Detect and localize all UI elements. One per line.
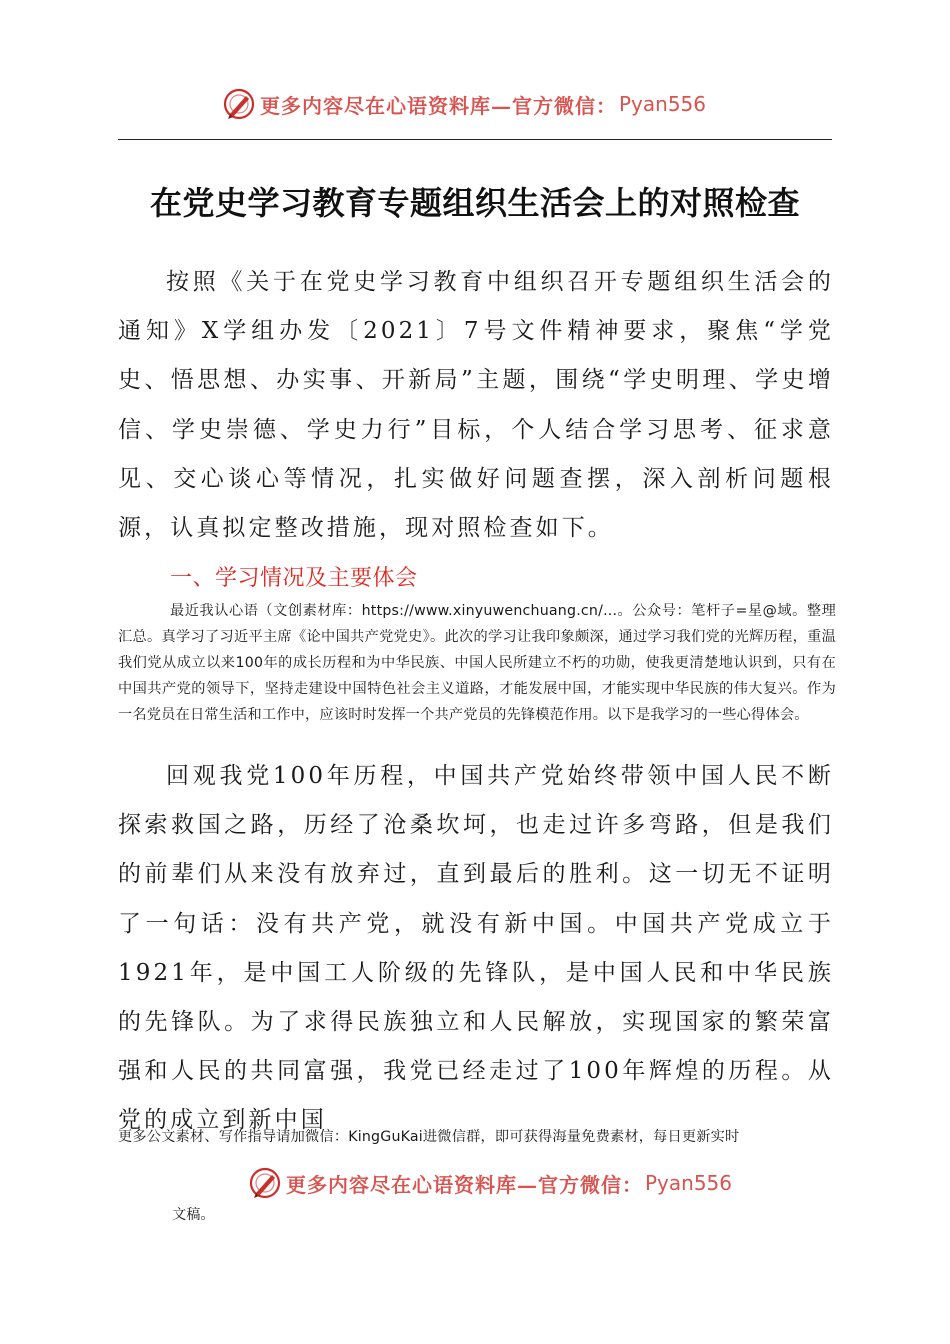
- footer-note: 更多公文素材、写作指导请加微信：KingGuKai进微信群，即可获得海量免费素材，每日更新实时: [118, 1129, 740, 1145]
- header-banner-wechat-id: Pyan556: [619, 92, 707, 116]
- footer-watermark-banner: [248, 1163, 768, 1203]
- footer-banner-wechat-id: Pyan556: [645, 1171, 733, 1195]
- body-paragraph: 回观我党100年历程，中国共产党始终带领中国人民不断探索救国之路，历经了沧桑坎坷，也走过许多弯路，但是我们的前辈们从来没有放弃过，直到最后的胜利。这一切无不证明了一句话：没有共产党，就没有新中国。中国共产党成立于1921年，是中国工人阶级的先锋队，是中国人民和中华民族的先锋队。为了求得民族独立和人民解放，实现国家的繁荣富强和人民的共同富强，我党已经走过了100年辉煌的历程。从党的成立到新中国: [118, 763, 834, 1134]
- pen-logo-icon: [248, 1166, 282, 1200]
- header-divider: [118, 139, 832, 140]
- header-banner-text: 更多内容尽在心语资料库—官方微信：: [260, 93, 617, 118]
- section-heading: 一、学习情况及主要体会: [170, 566, 418, 591]
- section-small-paragraph: 最近我认心语（文创素材库：https://www.xinyuwenchuang.cn/...。公众号：笔杆子=星@域。整理汇总。真学习了习近平主席《论中国共产党党史》。此次的学习让我印象颇深，通过学习我们党的光辉历程，重温我们党从成立以来100年的成长历程和为中华民族、中国人民所建立不朽的功勋，使我更清楚地认识到，只有在中国共产党的领导下，坚持走建设中国特色社会主义道路，才能发展中国，才能实现中华民族的伟大复兴。作为一名党员在日常生活和工作中，应该时时发挥一个共产党员的先锋模范作用。以下是我学习的一些心得体会。: [118, 603, 836, 723]
- pen-logo-icon: [222, 87, 256, 121]
- intro-paragraph: 按照《关于在党史学习教育中组织召开专题组织生活会的通知》X学组办发〔2021〕7号文件精神要求，聚焦“学党史、悟思想、办实事、开新局”主题，围绕“学史明理、学史增信、学史崇德、学史力行”目标，个人结合学习思考、征求意见、交心谈心等情况，扎实做好问题查摆，深入剖析问题根源，认真拟定整改措施，现对照检查如下。: [118, 269, 834, 542]
- document-title: 在党史学习教育专题组织生活会上的对照检查: [149, 184, 800, 222]
- header-watermark-banner: [222, 84, 742, 124]
- footer-tail-text: 文稿。: [172, 1207, 215, 1223]
- footer-banner-text: 更多内容尽在心语资料库—官方微信：: [286, 1172, 643, 1197]
